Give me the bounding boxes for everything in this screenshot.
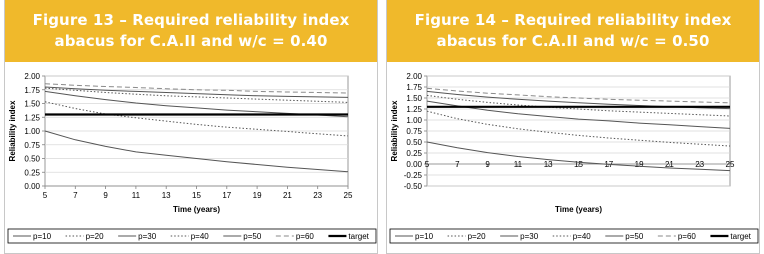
x-tick-label: 25 xyxy=(725,160,735,169)
legend-label: p=10 xyxy=(415,232,434,241)
reliability-chart-figure-13 xyxy=(5,62,379,252)
y-axis-title: Reliability index xyxy=(390,100,399,162)
y-tick-label: 1.50 xyxy=(406,94,422,103)
figure-title-line-1: Figure 13 – Required reliability index xyxy=(32,11,350,29)
y-tick-label: -0.50 xyxy=(403,182,422,191)
y-tick-label: 2.00 xyxy=(24,72,40,81)
y-tick-label: 1.75 xyxy=(24,85,40,95)
x-tick-label: 23 xyxy=(313,191,323,200)
legend-label: target xyxy=(348,232,369,241)
figure-title-line-2: abacus for C.A.II and w/c = 0.40 xyxy=(54,32,328,50)
y-tick-label: 0.75 xyxy=(406,127,422,136)
legend-label: p=60 xyxy=(295,232,314,241)
x-tick-label: 9 xyxy=(485,160,490,169)
y-tick-label: 1.00 xyxy=(24,127,40,136)
x-tick-label: 21 xyxy=(282,191,292,200)
y-tick-label: 1.00 xyxy=(406,116,422,125)
y-tick-label: 0.25 xyxy=(24,168,40,178)
y-tick-label: 2.00 xyxy=(406,72,422,81)
x-axis-title: Time (years) xyxy=(555,205,602,214)
figure-13-panel xyxy=(4,0,378,254)
x-tick-label: 19 xyxy=(252,191,262,200)
legend-label: target xyxy=(730,232,751,241)
x-tick-label: 11 xyxy=(131,191,141,200)
x-tick-label: 5 xyxy=(42,191,48,200)
legend-label: p=40 xyxy=(190,232,209,241)
legend-label: p=60 xyxy=(677,232,696,241)
x-tick-label: 15 xyxy=(574,160,583,169)
legend-label: p=50 xyxy=(243,232,262,241)
y-tick-label: 0.50 xyxy=(24,154,40,164)
legend-label: p=20 xyxy=(467,232,486,241)
x-tick-label: 23 xyxy=(695,160,705,169)
x-tick-label: 17 xyxy=(604,160,614,169)
y-tick-label: 1.25 xyxy=(406,105,422,114)
legend-label: p=30 xyxy=(520,232,539,241)
x-tick-label: 11 xyxy=(513,160,523,169)
x-tick-label: 13 xyxy=(543,160,553,169)
y-tick-label: 1.25 xyxy=(24,113,40,123)
x-tick-label: 7 xyxy=(73,191,78,200)
x-tick-label: 17 xyxy=(222,191,232,200)
figure-title-banner xyxy=(387,0,759,62)
y-tick-label: 0.00 xyxy=(24,182,40,191)
x-tick-label: 5 xyxy=(424,160,430,169)
figure-14-panel xyxy=(386,0,760,254)
legend-label: p=40 xyxy=(572,232,591,241)
x-axis-title: Time (years) xyxy=(173,205,220,214)
x-tick-label: 21 xyxy=(664,160,674,169)
figure-title-line-2: abacus for C.A.II and w/c = 0.50 xyxy=(436,32,710,50)
y-tick-label: 1.75 xyxy=(406,83,422,92)
y-tick-label: 0.25 xyxy=(406,149,422,158)
y-axis-title: Reliability index xyxy=(8,100,17,162)
y-tick-label: 1.50 xyxy=(24,99,40,109)
y-tick-label: -0.25 xyxy=(403,171,422,180)
y-tick-label: 0.75 xyxy=(24,140,40,150)
x-tick-label: 13 xyxy=(161,191,171,200)
figure-title-banner xyxy=(5,0,377,62)
x-tick-label: 15 xyxy=(192,191,201,200)
x-tick-label: 19 xyxy=(634,160,644,169)
y-tick-label: 0.00 xyxy=(406,160,422,169)
reliability-chart-figure-14 xyxy=(387,62,761,252)
legend-label: p=50 xyxy=(625,232,644,241)
figure-title-line-1: Figure 14 – Required reliability index xyxy=(414,11,732,29)
legend-label: p=20 xyxy=(85,232,104,241)
legend-label: p=30 xyxy=(138,232,157,241)
x-tick-label: 7 xyxy=(455,160,460,169)
legend-label: p=10 xyxy=(33,232,52,241)
x-tick-label: 25 xyxy=(343,191,353,200)
x-tick-label: 9 xyxy=(103,191,108,200)
y-tick-label: 0.50 xyxy=(406,138,422,147)
